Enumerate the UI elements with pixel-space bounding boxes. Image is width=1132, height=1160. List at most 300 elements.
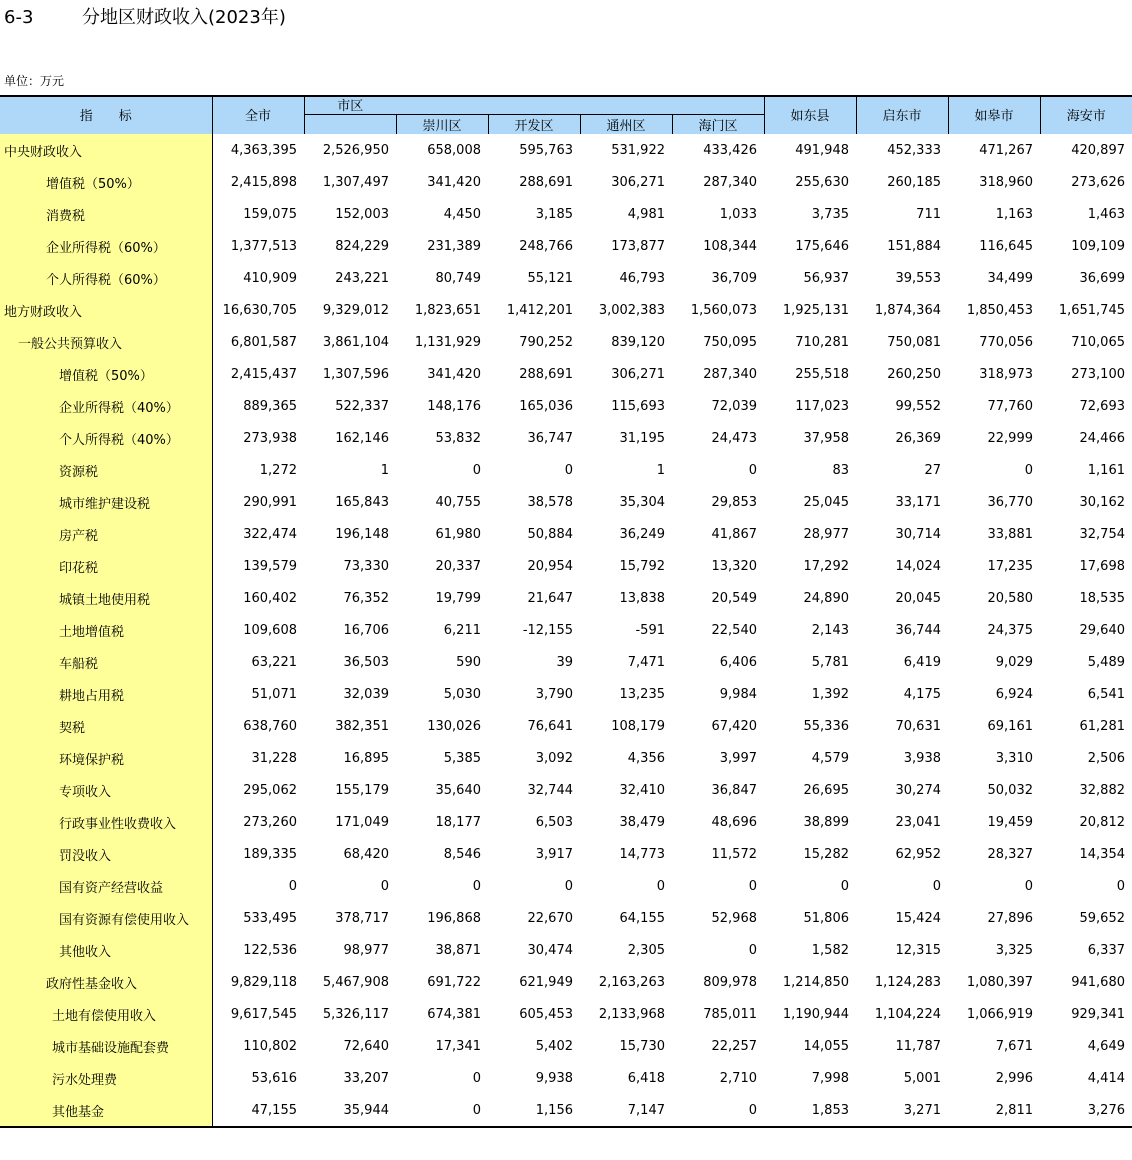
cell-value: 287,340 — [703, 174, 757, 190]
cell-value: 72,640 — [343, 1038, 389, 1054]
cell-value: 243,221 — [335, 270, 389, 286]
cell-value: 162,146 — [335, 430, 389, 446]
header-urban: 市区 — [304, 95, 396, 115]
table-row — [0, 134, 1132, 166]
cell-value: 1,190,944 — [782, 1006, 849, 1022]
cell-value: 6,924 — [995, 686, 1033, 702]
cell-value: 165,843 — [335, 494, 389, 510]
cell-value: 165,036 — [519, 398, 573, 414]
cell-value: 109,109 — [1071, 238, 1125, 254]
row-label: 其他基金 — [0, 1094, 212, 1127]
cell-value: 15,792 — [619, 558, 665, 574]
cell-value: 9,029 — [995, 654, 1033, 670]
table-row — [0, 358, 1132, 390]
table-row — [0, 1094, 1132, 1127]
cell-value: 6,503 — [535, 814, 573, 830]
cell-value: 116,645 — [979, 238, 1033, 254]
cell-value: 110,802 — [243, 1038, 297, 1054]
cell-value: 20,045 — [895, 590, 941, 606]
row-label: 土地有偿使用收入 — [0, 998, 212, 1030]
cell-value: 30,274 — [895, 782, 941, 798]
cell-value: 809,978 — [703, 974, 757, 990]
cell-value: 273,626 — [1071, 174, 1125, 190]
cell-value: 32,754 — [1079, 526, 1125, 542]
cell-value: 20,337 — [435, 558, 481, 574]
table-row — [0, 742, 1132, 774]
cell-value: 175,646 — [795, 238, 849, 254]
header-urban-blank — [304, 115, 396, 135]
cell-value: 67,420 — [711, 718, 757, 734]
cell-value: 5,385 — [443, 750, 481, 766]
cell-value: 824,229 — [335, 238, 389, 254]
cell-value: 1,463 — [1087, 206, 1125, 222]
cell-value: 341,420 — [427, 174, 481, 190]
cell-value: 0 — [564, 878, 573, 894]
row-label: 土地增值税 — [0, 614, 212, 646]
cell-value: 318,973 — [979, 366, 1033, 382]
cell-value: 36,744 — [895, 622, 941, 638]
row-label: 城市维护建设税 — [0, 486, 212, 518]
cell-value: 5,489 — [1087, 654, 1125, 670]
cell-value: 0 — [472, 878, 481, 894]
row-label: 国有资源有偿使用收入 — [0, 902, 212, 934]
cell-value: 16,895 — [343, 750, 389, 766]
row-label: 车船税 — [0, 646, 212, 678]
header-rugao: 如皋市 — [948, 95, 1040, 134]
row-label: 个人所得税（60%） — [0, 262, 212, 294]
cell-value: 1,307,596 — [322, 366, 389, 382]
cell-value: 1,272 — [259, 462, 297, 478]
cell-value: 17,292 — [803, 558, 849, 574]
cell-value: 53,832 — [435, 430, 481, 446]
cell-value: 5,781 — [811, 654, 849, 670]
cell-value: 2,710 — [719, 1070, 757, 1086]
cell-value: 36,699 — [1079, 270, 1125, 286]
cell-value: 32,882 — [1079, 782, 1125, 798]
cell-value: 99,552 — [895, 398, 941, 414]
cell-value: 0 — [932, 878, 941, 894]
cell-value: 50,884 — [527, 526, 573, 542]
cell-value: 471,267 — [979, 142, 1033, 158]
cell-value: 410,909 — [243, 270, 297, 286]
cell-value: 36,747 — [527, 430, 573, 446]
cell-value: 4,579 — [811, 750, 849, 766]
cell-value: 14,773 — [619, 846, 665, 862]
cell-value: 6,419 — [903, 654, 941, 670]
row-label: 专项收入 — [0, 774, 212, 806]
row-label: 国有资产经营收益 — [0, 870, 212, 902]
row-label: 企业所得税（60%） — [0, 230, 212, 262]
cell-value: 4,414 — [1087, 1070, 1125, 1086]
cell-value: 16,706 — [343, 622, 389, 638]
cell-value: 23,041 — [895, 814, 941, 830]
cell-value: 3,861,104 — [322, 334, 389, 350]
unit-label: 单位：万元 — [4, 74, 65, 88]
cell-value: 0 — [1024, 878, 1033, 894]
cell-value: 0 — [396, 1094, 488, 1127]
cell-value: 790,252 — [519, 334, 573, 350]
cell-value: 61,281 — [1079, 718, 1125, 734]
cell-value: 51,071 — [251, 686, 297, 702]
cell-value: 55,121 — [527, 270, 573, 286]
cell-value: 9,329,012 — [322, 302, 389, 318]
cell-value: 48,696 — [711, 814, 757, 830]
cell-value: 24,890 — [803, 590, 849, 606]
cell-value: 70,631 — [895, 718, 941, 734]
row-label: 印花税 — [0, 550, 212, 582]
table-row — [0, 870, 1132, 902]
cell-value: 35,640 — [435, 782, 481, 798]
cell-value: 55,336 — [803, 718, 849, 734]
cell-value: 36,709 — [711, 270, 757, 286]
cell-value: 0 — [1116, 878, 1125, 894]
header-indicator: 指 标 — [0, 95, 212, 134]
cell-value: 72,693 — [1079, 398, 1125, 414]
cell-value: 17,698 — [1079, 558, 1125, 574]
cell-value: 37,958 — [803, 430, 849, 446]
cell-value: 605,453 — [519, 1006, 573, 1022]
cell-value: 710,281 — [795, 334, 849, 350]
cell-value: 16,630,705 — [222, 302, 297, 318]
cell-value: 941,680 — [1071, 974, 1125, 990]
cell-value: 248,766 — [519, 238, 573, 254]
table-row — [0, 326, 1132, 358]
cell-value: 0 — [656, 878, 665, 894]
cell-value: 1,080,397 — [966, 974, 1033, 990]
cell-value: 0 — [748, 942, 757, 958]
cell-value: 189,335 — [243, 846, 297, 862]
cell-value: 1,156 — [488, 1094, 580, 1127]
cell-value: 80,749 — [435, 270, 481, 286]
header-rudong: 如东县 — [764, 95, 856, 134]
row-label: 个人所得税（40%） — [0, 422, 212, 454]
cell-value: 1,163 — [995, 206, 1033, 222]
cell-value: 260,185 — [887, 174, 941, 190]
cell-value: 1,377,513 — [230, 238, 297, 254]
cell-value: 3,310 — [995, 750, 1033, 766]
cell-value: 1,307,497 — [322, 174, 389, 190]
cell-value: 17,341 — [435, 1038, 481, 1054]
cell-value: 889,365 — [243, 398, 297, 414]
cell-value: 11,787 — [895, 1038, 941, 1054]
cell-value: 8,546 — [443, 846, 481, 862]
cell-value: 1,066,919 — [966, 1006, 1033, 1022]
cell-value: 7,671 — [995, 1038, 1033, 1054]
header-chongchuan: 崇川区 — [396, 115, 488, 135]
cell-value: 710,065 — [1071, 334, 1125, 350]
cell-value: 32,744 — [527, 782, 573, 798]
cell-value: 83 — [832, 462, 849, 478]
cell-value: 24,466 — [1079, 430, 1125, 446]
cell-value: 3,790 — [535, 686, 573, 702]
cell-value: 295,062 — [243, 782, 297, 798]
table-row — [0, 454, 1132, 486]
cell-value: 30,714 — [895, 526, 941, 542]
cell-value: 12,315 — [895, 942, 941, 958]
cell-value: 152,003 — [335, 206, 389, 222]
cell-value: 76,641 — [527, 718, 573, 734]
cell-value: 13,320 — [711, 558, 757, 574]
table-row — [0, 518, 1132, 550]
cell-value: 273,100 — [1071, 366, 1125, 382]
cell-value: 29,640 — [1079, 622, 1125, 638]
cell-value: 2,996 — [995, 1070, 1033, 1086]
table-row — [0, 902, 1132, 934]
cell-value: 22,670 — [527, 910, 573, 926]
header-tongzhou: 通州区 — [580, 115, 672, 135]
table-top-rule — [0, 95, 1132, 97]
cell-value: 31,228 — [251, 750, 297, 766]
cell-value: 638,760 — [243, 718, 297, 734]
cell-value: 14,024 — [895, 558, 941, 574]
cell-value: 73,330 — [343, 558, 389, 574]
cell-value: 18,535 — [1079, 590, 1125, 606]
cell-value: 30,162 — [1079, 494, 1125, 510]
row-label: 一般公共预算收入 — [0, 326, 212, 358]
cell-value: 4,649 — [1087, 1038, 1125, 1054]
cell-value: 38,871 — [435, 942, 481, 958]
cell-value: 273,938 — [243, 430, 297, 446]
cell-value: 20,812 — [1079, 814, 1125, 830]
cell-value: 378,717 — [335, 910, 389, 926]
cell-value: 139,579 — [243, 558, 297, 574]
header-haian: 海安市 — [1040, 95, 1132, 134]
cell-value: 40,755 — [435, 494, 481, 510]
cell-value: 108,344 — [703, 238, 757, 254]
cell-value: 25,045 — [803, 494, 849, 510]
cell-value: 13,235 — [619, 686, 665, 702]
cell-value: 29,853 — [711, 494, 757, 510]
table-row — [0, 934, 1132, 966]
row-label: 消费税 — [0, 198, 212, 230]
cell-value: 160,402 — [243, 590, 297, 606]
cell-value: 2,526,950 — [322, 142, 389, 158]
cell-value: 452,333 — [887, 142, 941, 158]
cell-value: 77,760 — [987, 398, 1033, 414]
cell-value: 929,341 — [1071, 1006, 1125, 1022]
cell-value: 52,968 — [711, 910, 757, 926]
cell-value: 9,617,545 — [230, 1006, 297, 1022]
cell-value: 273,260 — [243, 814, 297, 830]
cell-value: 1,124,283 — [874, 974, 941, 990]
cell-value: 50,032 — [987, 782, 1033, 798]
row-label: 污水处理费 — [0, 1062, 212, 1094]
cell-value: 0 — [748, 462, 757, 478]
row-label: 中央财政收入 — [0, 134, 212, 166]
cell-value: 15,424 — [895, 910, 941, 926]
row-label: 城市基础设施配套费 — [0, 1030, 212, 1062]
cell-value: 22,999 — [987, 430, 1033, 446]
cell-value: 28,327 — [987, 846, 1033, 862]
cell-value: 173,877 — [611, 238, 665, 254]
cell-value: 3,735 — [811, 206, 849, 222]
cell-value: 6,406 — [719, 654, 757, 670]
cell-value: 47,155 — [212, 1094, 304, 1127]
row-label: 增值税（50%） — [0, 166, 212, 198]
cell-value: 1 — [656, 462, 665, 478]
cell-value: 750,081 — [887, 334, 941, 350]
cell-value: 691,722 — [427, 974, 481, 990]
cell-value: 24,473 — [711, 430, 757, 446]
cell-value: 32,410 — [619, 782, 665, 798]
table-row — [0, 710, 1132, 742]
cell-value: 20,549 — [711, 590, 757, 606]
cell-value: 1,925,131 — [782, 302, 849, 318]
cell-value: 3,271 — [856, 1094, 948, 1127]
cell-value: 2,133,968 — [598, 1006, 665, 1022]
cell-value: 64,155 — [619, 910, 665, 926]
cell-value: 33,207 — [343, 1070, 389, 1086]
cell-value: 18,177 — [435, 814, 481, 830]
cell-value: 0 — [748, 878, 757, 894]
cell-value: 260,250 — [887, 366, 941, 382]
header-kaifa: 开发区 — [488, 115, 580, 135]
table-row — [0, 262, 1132, 294]
cell-value: 36,847 — [711, 782, 757, 798]
cell-value: 22,257 — [711, 1038, 757, 1054]
page-title — [4, 6, 286, 30]
cell-value: 6,211 — [443, 622, 481, 638]
cell-value: 2,415,898 — [230, 174, 297, 190]
cell-value: 288,691 — [519, 366, 573, 382]
cell-value: 590 — [456, 654, 481, 670]
cell-value: 5,030 — [443, 686, 481, 702]
header-city: 全市 — [212, 95, 304, 134]
cell-value: 36,249 — [619, 526, 665, 542]
cell-value: 658,008 — [427, 142, 481, 158]
cell-value: 33,881 — [987, 526, 1033, 542]
cell-value: 3,185 — [535, 206, 573, 222]
table-row — [0, 998, 1132, 1030]
cell-value: 7,998 — [811, 1070, 849, 1086]
cell-value: 522,337 — [335, 398, 389, 414]
cell-value: 31,195 — [619, 430, 665, 446]
cell-value: 839,120 — [611, 334, 665, 350]
cell-value: 341,420 — [427, 366, 481, 382]
cell-value: 3,917 — [535, 846, 573, 862]
cell-value: 0 — [288, 878, 297, 894]
table-row — [0, 678, 1132, 710]
header-haimen: 海门区 — [672, 115, 764, 135]
cell-value: 1,412,201 — [506, 302, 573, 318]
row-label: 城镇土地使用税 — [0, 582, 212, 614]
cell-value: 62,952 — [895, 846, 941, 862]
cell-value: 420,897 — [1071, 142, 1125, 158]
table-row — [0, 1062, 1132, 1094]
cell-value: 1,850,453 — [966, 302, 1033, 318]
cell-value: 17,235 — [987, 558, 1033, 574]
cell-value: 4,175 — [903, 686, 941, 702]
table-row — [0, 198, 1132, 230]
cell-value: 9,829,118 — [230, 974, 297, 990]
cell-value: 36,770 — [987, 494, 1033, 510]
cell-value: 56,937 — [803, 270, 849, 286]
cell-value: 5,467,908 — [322, 974, 389, 990]
cell-value: 7,147 — [580, 1094, 672, 1127]
cell-value: 1,651,745 — [1058, 302, 1125, 318]
cell-value: 6,418 — [627, 1070, 665, 1086]
cell-value: 19,799 — [435, 590, 481, 606]
cell-value: 674,381 — [427, 1006, 481, 1022]
table-row — [0, 614, 1132, 646]
table-body — [0, 134, 1132, 1127]
cell-value: 130,026 — [427, 718, 481, 734]
cell-value: 13,838 — [619, 590, 665, 606]
cell-value: 3,938 — [903, 750, 941, 766]
table-row — [0, 966, 1132, 998]
cell-value: 0 — [840, 878, 849, 894]
cell-value: 26,369 — [895, 430, 941, 446]
cell-value: 2,163,263 — [598, 974, 665, 990]
table-row — [0, 422, 1132, 454]
cell-value: 7,471 — [627, 654, 665, 670]
finance-table — [0, 95, 1132, 1128]
cell-value: 1,560,073 — [690, 302, 757, 318]
cell-value: 1 — [380, 462, 389, 478]
cell-value: 750,095 — [703, 334, 757, 350]
table-row — [0, 550, 1132, 582]
cell-value: 0 — [472, 1070, 481, 1086]
cell-value: 0 — [380, 878, 389, 894]
header-qidong: 启东市 — [856, 95, 948, 134]
cell-value: 1,131,929 — [414, 334, 481, 350]
cell-value: 3,092 — [535, 750, 573, 766]
header-urban-span — [396, 95, 764, 115]
row-label: 增值税（50%） — [0, 358, 212, 390]
cell-value: 15,730 — [619, 1038, 665, 1054]
table-row — [0, 774, 1132, 806]
cell-value: 621,949 — [519, 974, 573, 990]
cell-value: 4,356 — [627, 750, 665, 766]
cell-value: 38,479 — [619, 814, 665, 830]
cell-value: 28,977 — [803, 526, 849, 542]
cell-value: 5,001 — [903, 1070, 941, 1086]
cell-value: 11,572 — [711, 846, 757, 862]
cell-value: 9,984 — [719, 686, 757, 702]
cell-value: 3,997 — [719, 750, 757, 766]
cell-value: 14,354 — [1079, 846, 1125, 862]
table-row — [0, 646, 1132, 678]
cell-value: 115,693 — [611, 398, 665, 414]
cell-value: 53,616 — [251, 1070, 297, 1086]
cell-value: -591 — [635, 622, 665, 638]
cell-value: 255,630 — [795, 174, 849, 190]
cell-value: 6,801,587 — [230, 334, 297, 350]
cell-value: 26,695 — [803, 782, 849, 798]
cell-value: 2,305 — [627, 942, 665, 958]
row-label: 政府性基金收入 — [0, 966, 212, 998]
cell-value: 39,553 — [895, 270, 941, 286]
cell-value: 14,055 — [803, 1038, 849, 1054]
cell-value: 3,002,383 — [598, 302, 665, 318]
cell-value: 22,540 — [711, 622, 757, 638]
cell-value: 287,340 — [703, 366, 757, 382]
cell-value: 20,954 — [527, 558, 573, 574]
cell-value: 72,039 — [711, 398, 757, 414]
cell-value: 6,337 — [1087, 942, 1125, 958]
cell-value: 2,415,437 — [230, 366, 297, 382]
cell-value: 531,922 — [611, 142, 665, 158]
row-label: 企业所得税（40%） — [0, 390, 212, 422]
cell-value: 1,853 — [764, 1094, 856, 1127]
table-row — [0, 838, 1132, 870]
cell-value: 38,578 — [527, 494, 573, 510]
cell-value: 1,104,224 — [874, 1006, 941, 1022]
cell-value: 51,806 — [803, 910, 849, 926]
cell-value: 433,426 — [703, 142, 757, 158]
cell-value: 171,049 — [335, 814, 389, 830]
cell-value: 0 — [1024, 462, 1033, 478]
